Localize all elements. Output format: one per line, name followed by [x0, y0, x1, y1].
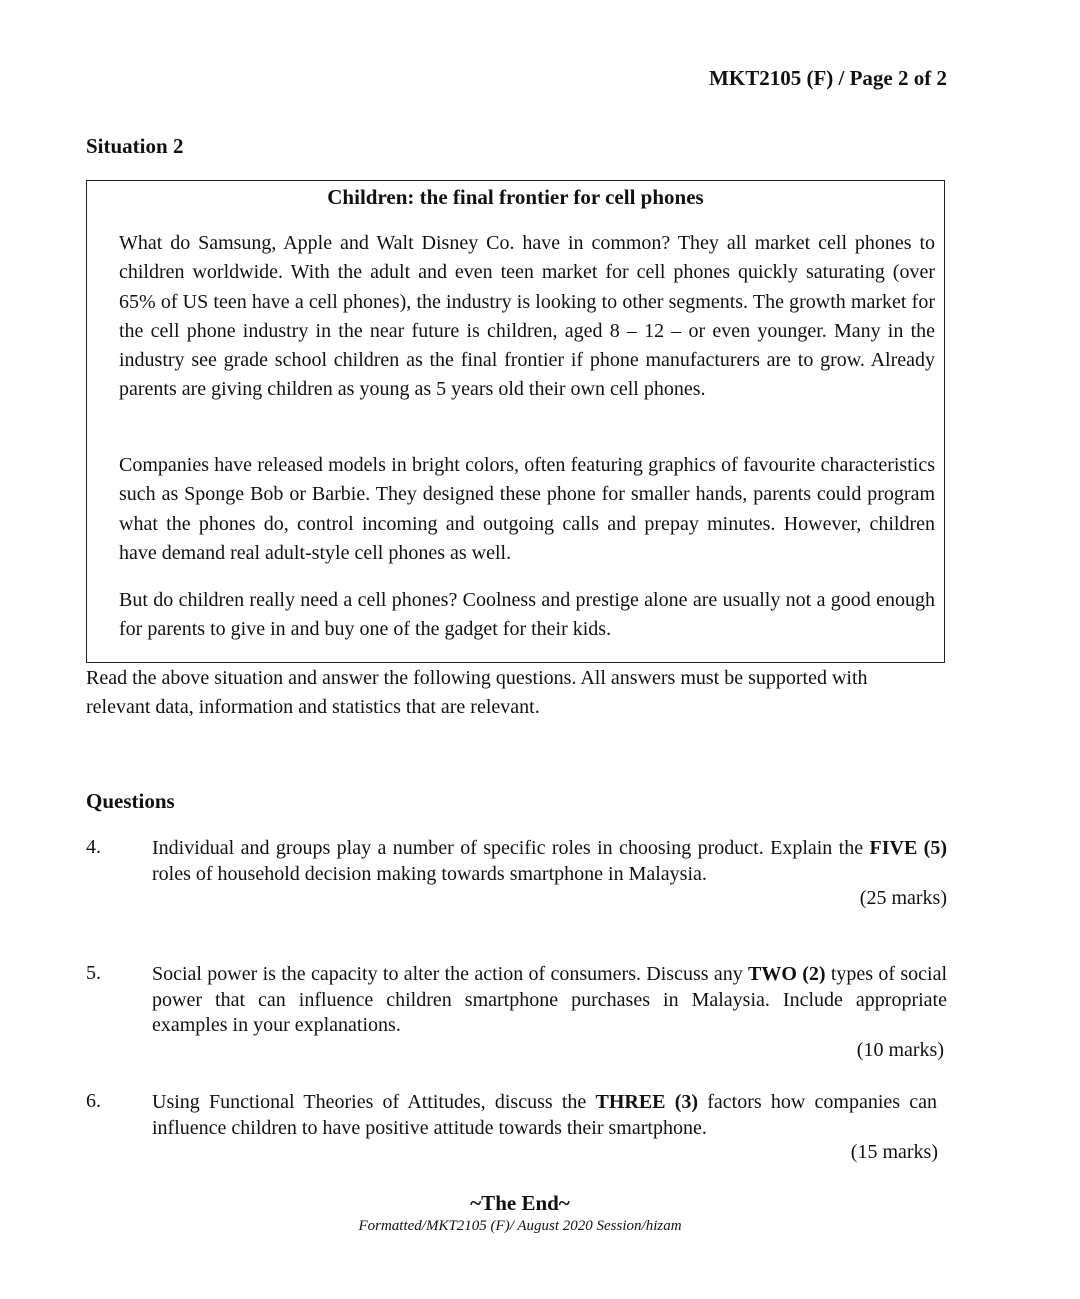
situation-label: Situation 2 — [86, 134, 184, 158]
end-marker: ~The End~ — [470, 1191, 570, 1215]
question-text-part: roles of household decision making towards smartphone in Malaysia. — [152, 862, 707, 885]
question-text-part: Using Functional Theories of Attitudes, discuss the — [152, 1091, 596, 1113]
case-title: Children: the final frontier for cell phones — [327, 185, 704, 209]
question-marks: (10 marks) — [856, 1039, 944, 1061]
question-text — [152, 1090, 937, 1141]
question-number: 6. — [86, 1090, 101, 1112]
question-emphasis: TWO (2) — [748, 963, 826, 985]
footer-note: Formatted/MKT2105 (F)/ August 2020 Session/hizam — [358, 1218, 682, 1234]
question-number: 4. — [86, 836, 101, 858]
question-text-part: factors how companies can influence children to have positive attitude towards their smartphone. — [152, 1091, 937, 1139]
question-text-part: Individual and groups play a number of specific roles in choosing product. Explain the — [152, 837, 870, 859]
question-emphasis: THREE (3) — [595, 1091, 699, 1113]
question-marks: (15 marks) — [850, 1141, 938, 1163]
question-text-part: types of social power that can influence children smartphone purchases in Malaysia. Include appropriate examples in your explanations. — [152, 963, 948, 1036]
questions-heading: Questions — [86, 789, 175, 813]
question-number: 5. — [86, 962, 101, 984]
case-paragraph-1: What do Samsung, Apple and Walt Disney Co. have in common? They all market cell phones to children worldwide. With the adult and even teen market for cell phones quickly saturating (over 65% of US teen have a cell phones), the industry is looking to other segments. The growth market for the cell phone industry in the near future is children, aged 8 – 12 – or even younger. Many in the industry see grade school children as the final frontier if phone manufacturers are to grow. Already parents are giving children as young as 5 years old their own cell phones. — [119, 232, 935, 401]
case-paragraph-3: But do children really need a cell phones? Coolness and prestige alone are usually not a good enough for parents to give in and buy one of the gadget for their kids. — [119, 589, 935, 641]
case-study-box — [86, 180, 945, 663]
page-header: MKT2105 (F) / Page 2 of 2 — [709, 66, 947, 90]
question-text — [152, 962, 947, 1039]
case-paragraph-2: Companies have released models in bright colors, often featuring graphics of favourite characteristics such as Sponge Bob or Barbie. They designed these phone for smaller hands, parents could program what the phones do, control incoming and outgoing calls and prepay minutes. However, children have demand real adult-style cell phones as well. — [119, 454, 935, 564]
question-marks: (25 marks) — [859, 887, 947, 909]
instruction-text: Read the above situation and answer the following questions. All answers must be supported with relevant data, information and statistics that are relevant. — [86, 667, 868, 718]
question-text — [152, 836, 947, 887]
question-emphasis: FIVE (5) — [869, 837, 948, 859]
question-text-part: Social power is the capacity to alter the action of consumers. Discuss any — [152, 963, 749, 985]
